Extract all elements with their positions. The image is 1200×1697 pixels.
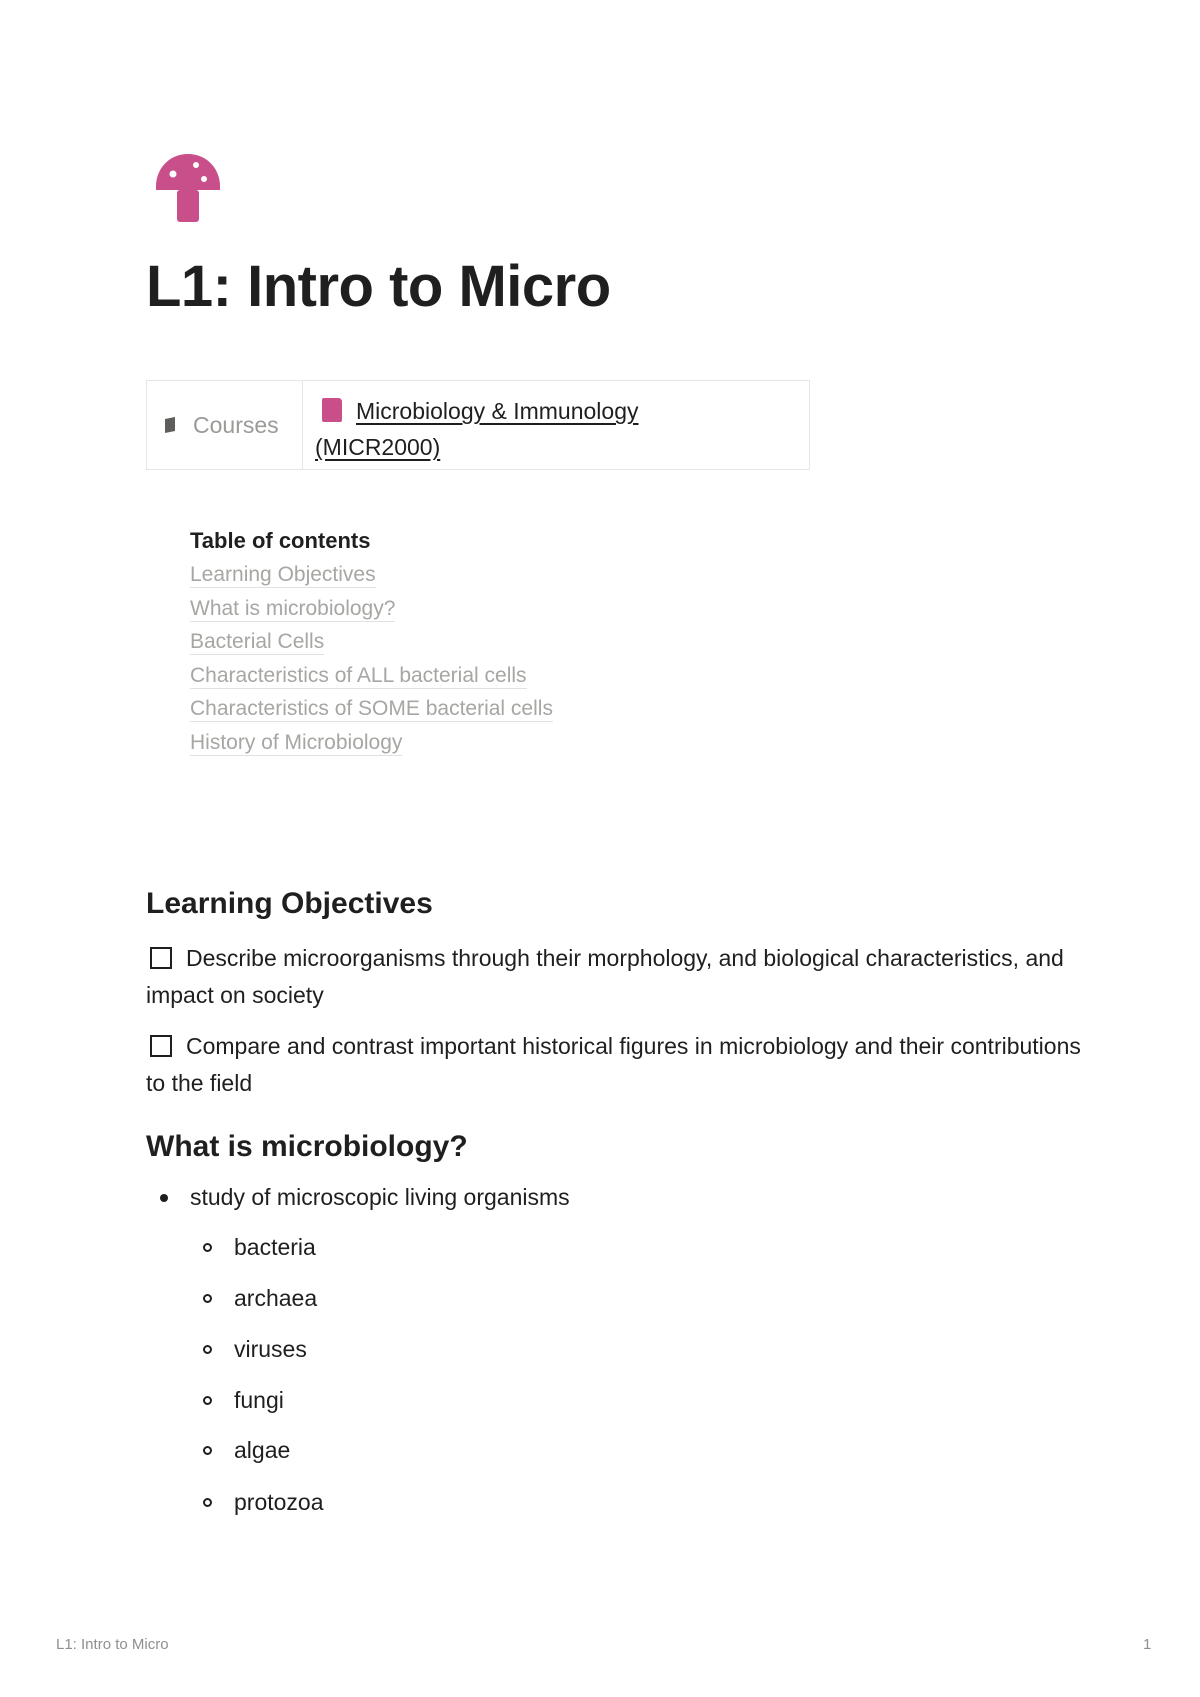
page-title: L1: Intro to Micro (146, 254, 611, 319)
bullet-icon (203, 1396, 212, 1405)
bullet-icon (203, 1498, 212, 1507)
todo-item: Compare and contrast important historical figures in microbiology and their contributions to the field (146, 1033, 1081, 1096)
table-of-contents (190, 527, 553, 762)
course-link[interactable]: Microbiology & Immunology (MICR2000) (315, 398, 639, 460)
properties-table (146, 380, 810, 470)
bullet-icon (203, 1294, 212, 1303)
bullet-icon (203, 1243, 212, 1252)
property-courses[interactable] (147, 381, 303, 469)
footer-title: L1: Intro to Micro (56, 1636, 169, 1653)
relation-icon (163, 417, 177, 433)
bullet-icon (203, 1345, 212, 1354)
toc-item[interactable]: Characteristics of ALL bacterial cells (190, 663, 527, 687)
bullet-icon (203, 1446, 212, 1455)
toc-item[interactable]: Learning Objectives (190, 563, 376, 586)
toc-item[interactable]: Characteristics of SOME bacterial cells (190, 697, 553, 720)
checkbox[interactable] (150, 1035, 172, 1057)
property-value (303, 381, 639, 469)
toc-item[interactable]: What is microbiology? (190, 596, 396, 620)
list-item: fungi (190, 1385, 284, 1415)
toc-item[interactable]: Bacterial Cells (190, 630, 325, 653)
list-item: bacteria (190, 1232, 316, 1262)
section-heading: What is microbiology? (146, 1130, 468, 1163)
mushroom-icon (152, 152, 224, 224)
bullet-icon (160, 1194, 168, 1202)
todo-item: Describe microorganisms through their morphology, and biological characteristics, and impact on society (146, 945, 1064, 1008)
list-item: archaea (190, 1283, 317, 1313)
checkbox[interactable] (150, 947, 172, 969)
toc-item[interactable]: History of Microbiology (190, 730, 403, 754)
section-heading: Learning Objectives (146, 887, 433, 920)
toc-title: Table of contents (190, 528, 371, 553)
list-item: study of microscopic living organisms (146, 1182, 570, 1212)
notebook-icon (320, 398, 342, 422)
page-number: 1 (1143, 1636, 1152, 1653)
list-item: viruses (190, 1334, 307, 1364)
list-item: algae (190, 1435, 290, 1465)
list-item: protozoa (190, 1487, 324, 1517)
property-label: Courses (193, 411, 279, 438)
